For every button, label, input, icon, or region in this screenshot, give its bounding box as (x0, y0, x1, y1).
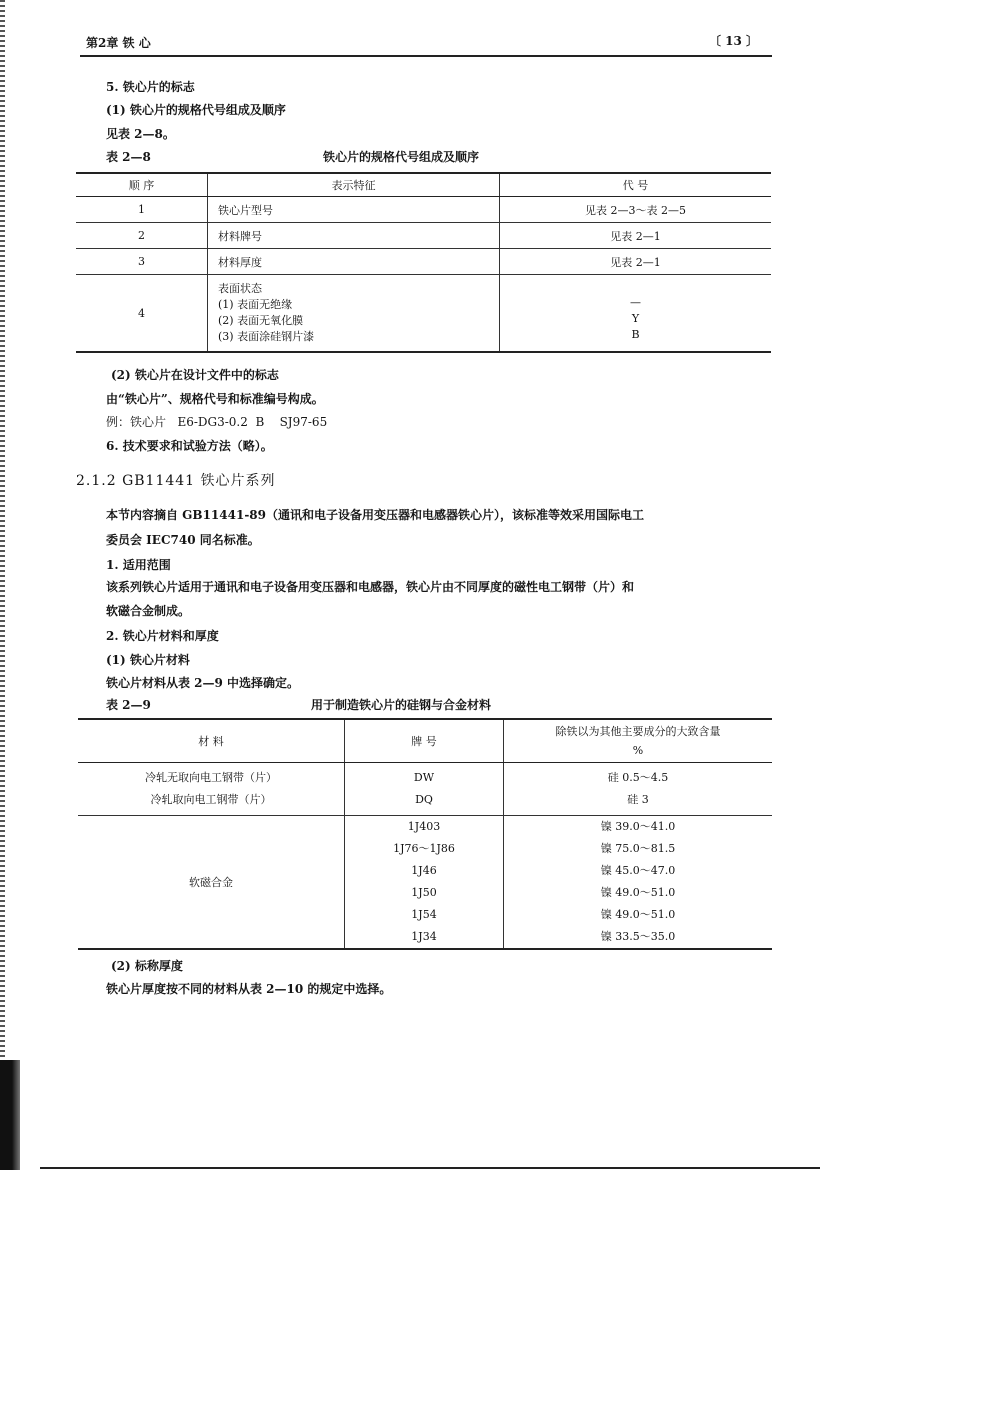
cell-code: 见表 2—1 (500, 249, 772, 275)
header-material: 材 料 (78, 719, 345, 763)
composition: 镍 33.5～35.0 (600, 930, 676, 943)
grade: 1J50 (411, 886, 437, 899)
grade: 1J403 (407, 820, 441, 833)
cell-code: 见表 2—1 (500, 223, 772, 249)
cell-surface-codes (500, 275, 772, 353)
subheading-spec-code: (1) 铁心片的规格代号组成及顺序 (106, 103, 286, 117)
footer-rule (40, 1167, 820, 1169)
header-code: 代 号 (500, 173, 772, 197)
subheading-material: (1) 铁心片材料 (106, 653, 190, 667)
composition: 镍 75.0～81.5 (600, 842, 676, 855)
table-header-row (76, 173, 771, 197)
cell-composition-list (504, 816, 773, 950)
grade: DW (413, 771, 435, 784)
header-feature: 表示特征 (208, 173, 500, 197)
table-row (76, 223, 771, 249)
surface-option: (1) 表面无绝缘 (218, 298, 293, 311)
material-name: 冷轧取向电工钢带（片） (150, 793, 272, 806)
composition-label: 除铁以为其他主要成分的大致含量 (555, 725, 721, 738)
grade: 1J34 (411, 930, 437, 943)
composition: 镍 49.0～51.0 (600, 908, 676, 921)
composition: 镍 39.0～41.0 (600, 820, 676, 833)
cell-feature: 铁心片型号 (208, 197, 500, 223)
heading-scope: 1. 适用范围 (106, 558, 171, 572)
scan-binding-shadow (0, 1060, 20, 1170)
table-row (76, 197, 771, 223)
subheading-thickness: (2) 标称厚度 (111, 959, 183, 973)
table-2-8 (76, 172, 771, 353)
cell-grade-list (345, 816, 504, 950)
grade: 1J46 (411, 864, 437, 877)
text-material-select: 铁心片材料从表 2—9 中选择确定。 (106, 676, 300, 690)
table29-title: 用于制造铁心片的硅钢与合金材料 (311, 698, 492, 712)
paragraph-line: 软磁合金制成。 (106, 604, 191, 618)
scan-edge (0, 0, 5, 1170)
cell-order: 3 (76, 249, 208, 275)
cell-order: 4 (76, 275, 208, 353)
heading-material-thickness: 2. 铁心片材料和厚度 (106, 629, 219, 643)
subheading-design-marking: (2) 铁心片在设计文件中的标志 (111, 368, 279, 382)
page-number: 〔 13 〕 (708, 34, 758, 48)
table29-label: 表 2—9 (106, 698, 151, 712)
header-rule (80, 55, 772, 57)
header-order: 顺 序 (76, 173, 208, 197)
table28-title: 铁心片的规格代号组成及顺序 (323, 150, 480, 164)
composition: 镍 45.0～47.0 (600, 864, 676, 877)
cell-material (78, 763, 345, 816)
chapter-title: 第2章 铁 心 (86, 36, 151, 50)
cell-surface-state (208, 275, 500, 353)
paragraph-line: 该系列铁心片适用于通讯和电子设备用变压器和电感器，铁心片由不同厚度的磁性电工钢带（片）和 (106, 580, 635, 594)
cell-grade (345, 763, 504, 816)
cell-code: 见表 2—3～表 2—5 (500, 197, 772, 223)
surface-option: (2) 表面无氧化膜 (218, 314, 304, 327)
composition: 硅 0.5～4.5 (607, 771, 669, 784)
composition: 镍 49.0～51.0 (600, 886, 676, 899)
surface-code: — (630, 296, 641, 309)
table-2-9 (78, 718, 772, 950)
composition: 硅 3 (627, 793, 649, 806)
text-see-table: 见表 2—8。 (106, 127, 175, 141)
cell-material: 软磁合金 (78, 816, 345, 950)
header-grade: 牌 号 (345, 719, 504, 763)
table-row-group-steel (78, 763, 772, 816)
cell-order: 1 (76, 197, 208, 223)
cell-order: 2 (76, 223, 208, 249)
heading-tech-requirements: 6. 技术要求和试验方法（略）。 (106, 439, 273, 453)
surface-state-title: 表面状态 (218, 282, 262, 295)
material-name: 冷轧无取向电工钢带（片） (145, 771, 277, 784)
text-thickness-select: 铁心片厚度按不同的材料从表 2—10 的规定中选择。 (106, 982, 392, 996)
cell-feature: 材料厚度 (208, 249, 500, 275)
composition-unit: % (632, 744, 644, 757)
table-row-group-alloy (78, 816, 772, 950)
header-composition (504, 719, 773, 763)
surface-code: B (631, 328, 640, 341)
table-row (76, 275, 771, 353)
paragraph-line: 本节内容摘自 GB11441-89（通讯和电子设备用变压器和电感器铁心片），该标准等效采用国际电工 (106, 508, 644, 522)
table-row (76, 249, 771, 275)
cell-composition (504, 763, 773, 816)
section-heading: 2.1.2 GB11441 铁心片系列 (76, 473, 276, 489)
table-header-row (78, 719, 772, 763)
grade: 1J54 (411, 908, 437, 921)
cell-feature: 材料牌号 (208, 223, 500, 249)
surface-code: Y (631, 312, 640, 325)
grade: 1J76～1J86 (393, 842, 455, 855)
text-composition: 由“铁心片”、规格代号和标准编号构成。 (106, 392, 324, 406)
grade: DQ (415, 793, 433, 806)
running-header (80, 28, 772, 52)
heading-core-marking: 5. 铁心片的标志 (106, 80, 195, 94)
paragraph-line: 委员会 IEC740 同名标准。 (106, 533, 260, 547)
table28-label: 表 2—8 (106, 150, 151, 164)
surface-option: (3) 表面涂硅钢片漆 (218, 330, 315, 343)
text-example: 例：铁心片 E6-DG3-0.2 B SJ97-65 (106, 415, 328, 429)
